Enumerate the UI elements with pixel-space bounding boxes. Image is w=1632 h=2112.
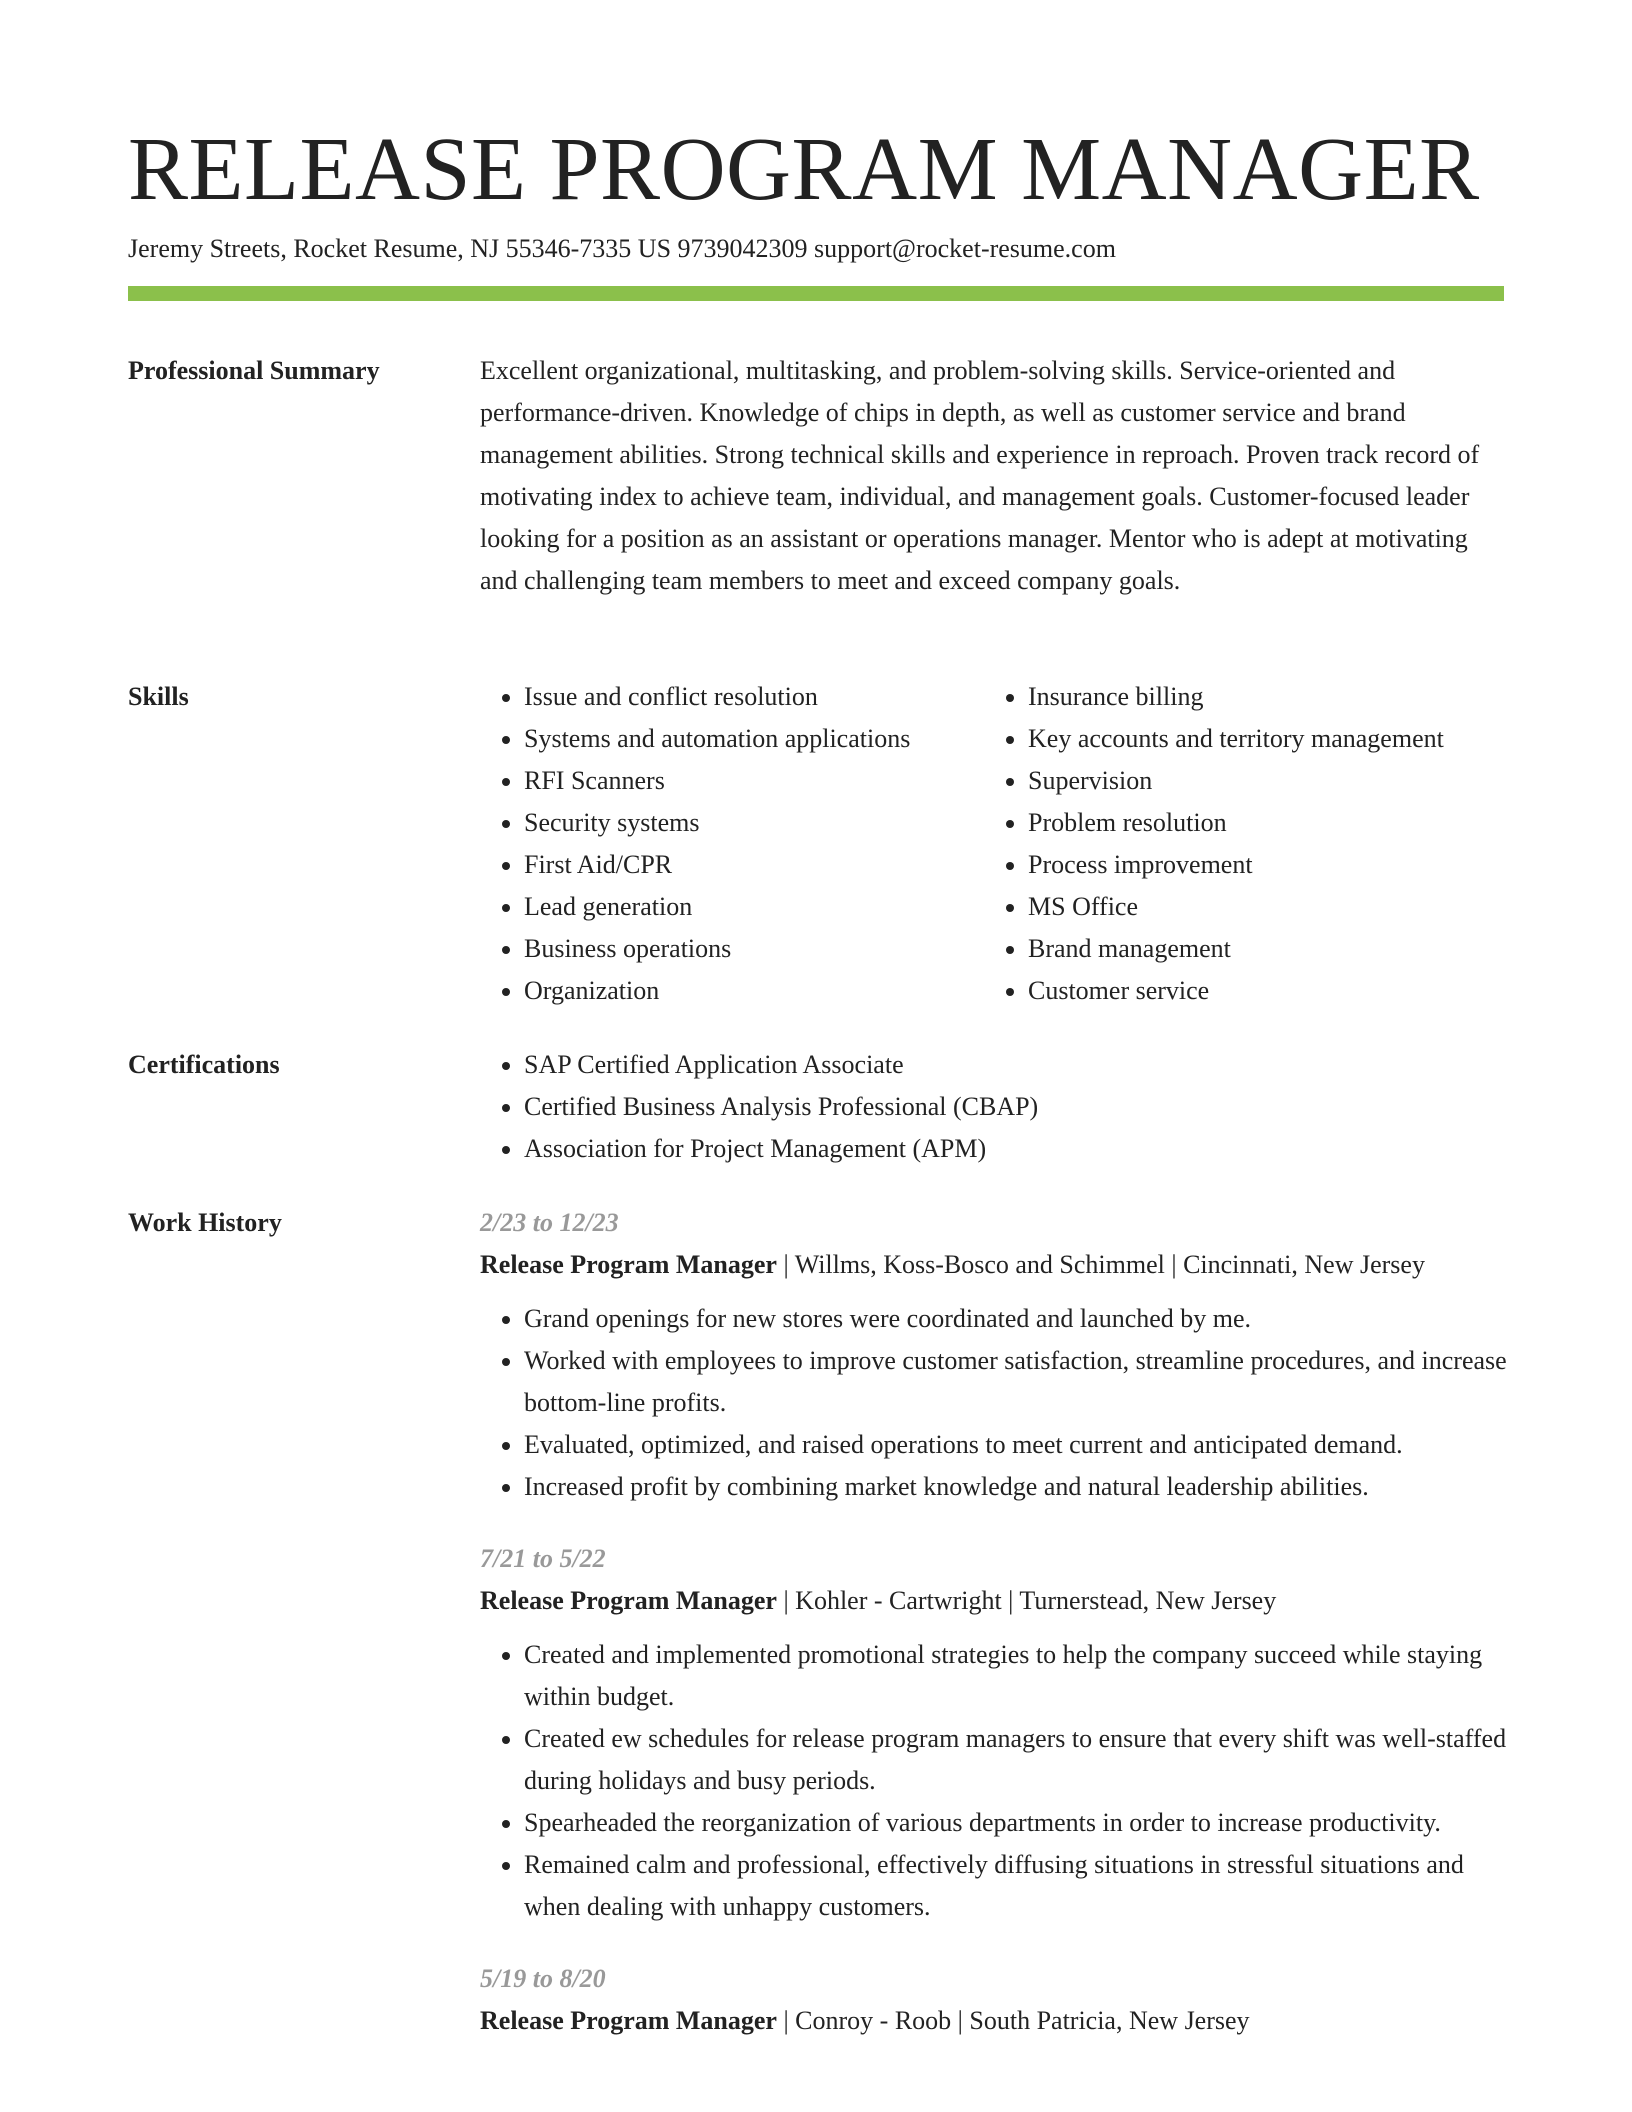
job-bullets — [480, 1634, 1510, 1928]
job-title: Release Program Manager — [480, 1586, 777, 1615]
skills-columns — [480, 676, 1510, 1012]
job-bullet: • Evaluated, optimized, and raised operations to meet current and anticipated demand. — [524, 1424, 1510, 1466]
skills-list-right — [984, 676, 1444, 1012]
job-bullet: • Grand openings for new stores were coordinated and launched by me. — [524, 1298, 1510, 1340]
job-dates: 7/21 to 5/22 — [480, 1544, 606, 1573]
job-entry — [480, 1202, 1510, 1508]
job-title: Release Program Manager — [480, 2006, 777, 2035]
skill-item: • Organization — [524, 970, 984, 1012]
job-bullet: • Spearheaded the reorganization of various departments in order to increase productivity. — [524, 1802, 1510, 1844]
job-heading — [480, 1580, 1510, 1622]
certification-item: • Certified Business Analysis Professional (CBAP) — [524, 1086, 1510, 1128]
skill-item: • Process improvement — [1028, 844, 1444, 886]
job-dates: 5/19 to 8/20 — [480, 1964, 606, 1993]
job-bullet: • Increased profit by combining market knowledge and natural leadership abilities. — [524, 1466, 1510, 1508]
job-entry — [480, 1538, 1510, 1928]
job-bullet: • Created ew schedules for release program managers to ensure that every shift was well-staffed during holidays and busy periods. — [524, 1718, 1510, 1802]
job-bullet: • Worked with employees to improve customer satisfaction, streamline procedures, and increase bottom-line profits. — [524, 1340, 1510, 1424]
job-bullets — [480, 1298, 1510, 1508]
skill-item: • MS Office — [1028, 886, 1444, 928]
skill-item: • Business operations — [524, 928, 984, 970]
job-details: | Kohler - Cartwright | Turnerstead, New Jersey — [776, 1586, 1277, 1615]
skill-item: • RFI Scanners — [524, 760, 984, 802]
skill-item: • Lead generation — [524, 886, 984, 928]
certification-item: • SAP Certified Application Associate — [524, 1044, 1510, 1086]
skill-item: • Customer service — [1028, 970, 1444, 1012]
skill-item: • Key accounts and territory management — [1028, 718, 1444, 760]
resume-title: RELEASE PROGRAM MANAGER — [128, 120, 1480, 219]
job-details: | Conroy - Roob | South Patricia, New Jersey — [776, 2006, 1250, 2035]
section-label-skills: Skills — [128, 682, 189, 711]
section-label-certifications: Certifications — [128, 1050, 280, 1079]
certification-item: • Association for Project Management (APM) — [524, 1128, 1510, 1170]
accent-divider — [128, 286, 1504, 301]
skill-item: • Insurance billing — [1028, 676, 1444, 718]
job-bullet: • Remained calm and professional, effectively diffusing situations in stressful situations and when dealing with unhappy customers. — [524, 1844, 1510, 1928]
skill-item: • Problem resolution — [1028, 802, 1444, 844]
job-heading — [480, 1244, 1510, 1286]
skill-item: • Systems and automation applications — [524, 718, 984, 760]
skill-item: • Issue and conflict resolution — [524, 676, 984, 718]
skill-item: • Security systems — [524, 802, 984, 844]
summary-text: Excellent organizational, multitasking, and problem-solving skills. Service-oriented and performance-driven. Knowledge of chips in depth, as well as customer service and brand management abilities. Strong technical skills and experience in reproach. Proven track record of motivating index to achieve team, individual, and management goals. Customer-focused leader looking for a position as an assistant or operations manager. Mentor who is adept at motivating and challenging team members to meet and exceed company goals. — [480, 356, 1480, 595]
job-title: Release Program Manager — [480, 1250, 777, 1279]
work-history-content — [480, 1202, 1510, 2072]
skill-item: • First Aid/CPR — [524, 844, 984, 886]
section-label-summary: Professional Summary — [128, 356, 380, 385]
job-bullet: • Created and implemented promotional strategies to help the company succeed while staying within budget. — [524, 1634, 1510, 1718]
job-details: | Willms, Koss-Bosco and Schimmel | Cincinnati, New Jersey — [776, 1250, 1425, 1279]
certifications-list — [480, 1044, 1510, 1170]
section-label-work-history: Work History — [128, 1208, 282, 1237]
skill-item: • Brand management — [1028, 928, 1444, 970]
job-heading — [480, 2000, 1510, 2042]
skill-item: • Supervision — [1028, 760, 1444, 802]
certifications-content — [480, 1044, 1510, 1170]
contact-line: Jeremy Streets, Rocket Resume, NJ 55346-7335 US 9739042309 support@rocket-resume.com — [128, 234, 1116, 263]
skills-list-left — [480, 676, 984, 1012]
job-entry — [480, 1958, 1510, 2042]
job-dates: 2/23 to 12/23 — [480, 1208, 619, 1237]
